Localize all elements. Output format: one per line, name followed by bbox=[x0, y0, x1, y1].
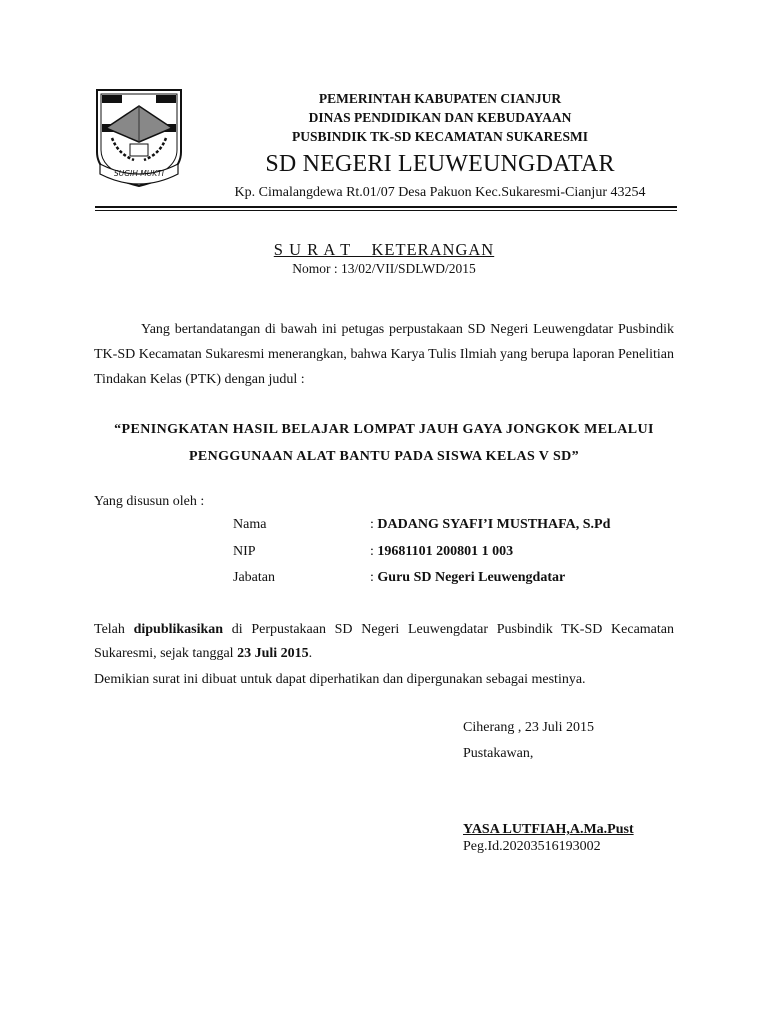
field-value-nip bbox=[370, 544, 513, 560]
field-colon: : bbox=[370, 570, 378, 585]
author-position: Guru SD Negeri Leuwengdatar bbox=[377, 570, 566, 585]
research-title-line-2: PENGGUNAAN ALAT BANTU PADA SISWA KELAS V SD” bbox=[188, 449, 580, 464]
publication-keyword: dipublikasikan bbox=[133, 622, 224, 637]
signer-name: YASA LUTFIAH,A.Ma.Pust bbox=[463, 822, 634, 837]
field-value-nama bbox=[370, 517, 610, 533]
field-colon: : bbox=[370, 544, 378, 559]
place-date: Ciherang , 23 Juli 2015 bbox=[463, 720, 595, 735]
author-nip: 19681101 200801 1 003 bbox=[377, 544, 514, 559]
letter-title-text: S U R A T KETERANGAN bbox=[273, 240, 495, 259]
school-address: Kp. Cimalangdewa Rt.01/07 Desa Pakuon Kec.Sukaresmi-Cianjur 43254 bbox=[234, 185, 646, 200]
publication-paragraph bbox=[94, 618, 678, 666]
publication-date: 23 Juli 2015 bbox=[237, 646, 309, 661]
signer-role: Pustakawan, bbox=[463, 746, 534, 761]
publication-text-start: Telah bbox=[94, 622, 134, 637]
letterhead-rule-thick bbox=[95, 206, 677, 208]
department-name: DINAS PENDIDIKAN DAN KEBUDAYAAN bbox=[308, 110, 572, 125]
government-name: PEMERINTAH KABUPATEN CIANJUR bbox=[318, 91, 562, 106]
publication-text-end: . bbox=[308, 646, 313, 661]
field-label-nama: Nama bbox=[233, 517, 267, 532]
author-intro: Yang disusun oleh : bbox=[94, 494, 205, 509]
closing-sentence: Demikian surat ini dibuat untuk dapat diperhatikan dan dipergunakan sebagai mestinya. bbox=[94, 672, 586, 687]
research-title-line-1: “PENINGKATAN HASIL BELAJAR LOMPAT JAUH GAYA JONGKOK MELALUI bbox=[114, 422, 654, 437]
unit-name: PUSBINDIK TK-SD KECAMATAN SUKARESMI bbox=[292, 129, 588, 144]
signer-id: Peg.Id.20203516193002 bbox=[463, 839, 601, 854]
field-colon: : bbox=[370, 517, 378, 532]
field-label-nip: NIP bbox=[233, 544, 256, 559]
field-label-jabatan: Jabatan bbox=[233, 570, 275, 585]
publication-text-middle: di Perpustakaan SD Negeri Leuwengdatar Pusbindik TK-SD Kecamatan Sukaresmi, sejak tanggal bbox=[94, 622, 678, 661]
letter-title bbox=[0, 240, 768, 260]
logo-motto: SUGIH MUKTI bbox=[114, 169, 164, 178]
field-value-jabatan bbox=[370, 570, 565, 586]
regency-logo bbox=[94, 88, 184, 188]
school-name: SD NEGERI LEUWEUNGDATAR bbox=[265, 151, 615, 177]
intro-paragraph: Yang bertandatangan di bawah ini petugas perpustakaan SD Negeri Leuwengdatar Pusbindik TK-SD Kecamatan Sukaresmi menerangkan, bahwa Karya Tulis Ilmiah yang berupa laporan Penelitian Tindakan Kelas (PTK) dengan judul : bbox=[94, 322, 674, 387]
author-name: DADANG SYAFI’I MUSTHAFA, S.Pd bbox=[377, 517, 611, 532]
letterhead-rule-thin bbox=[95, 210, 677, 211]
letter-number: Nomor : 13/02/VII/SDLWD/2015 bbox=[292, 261, 476, 276]
